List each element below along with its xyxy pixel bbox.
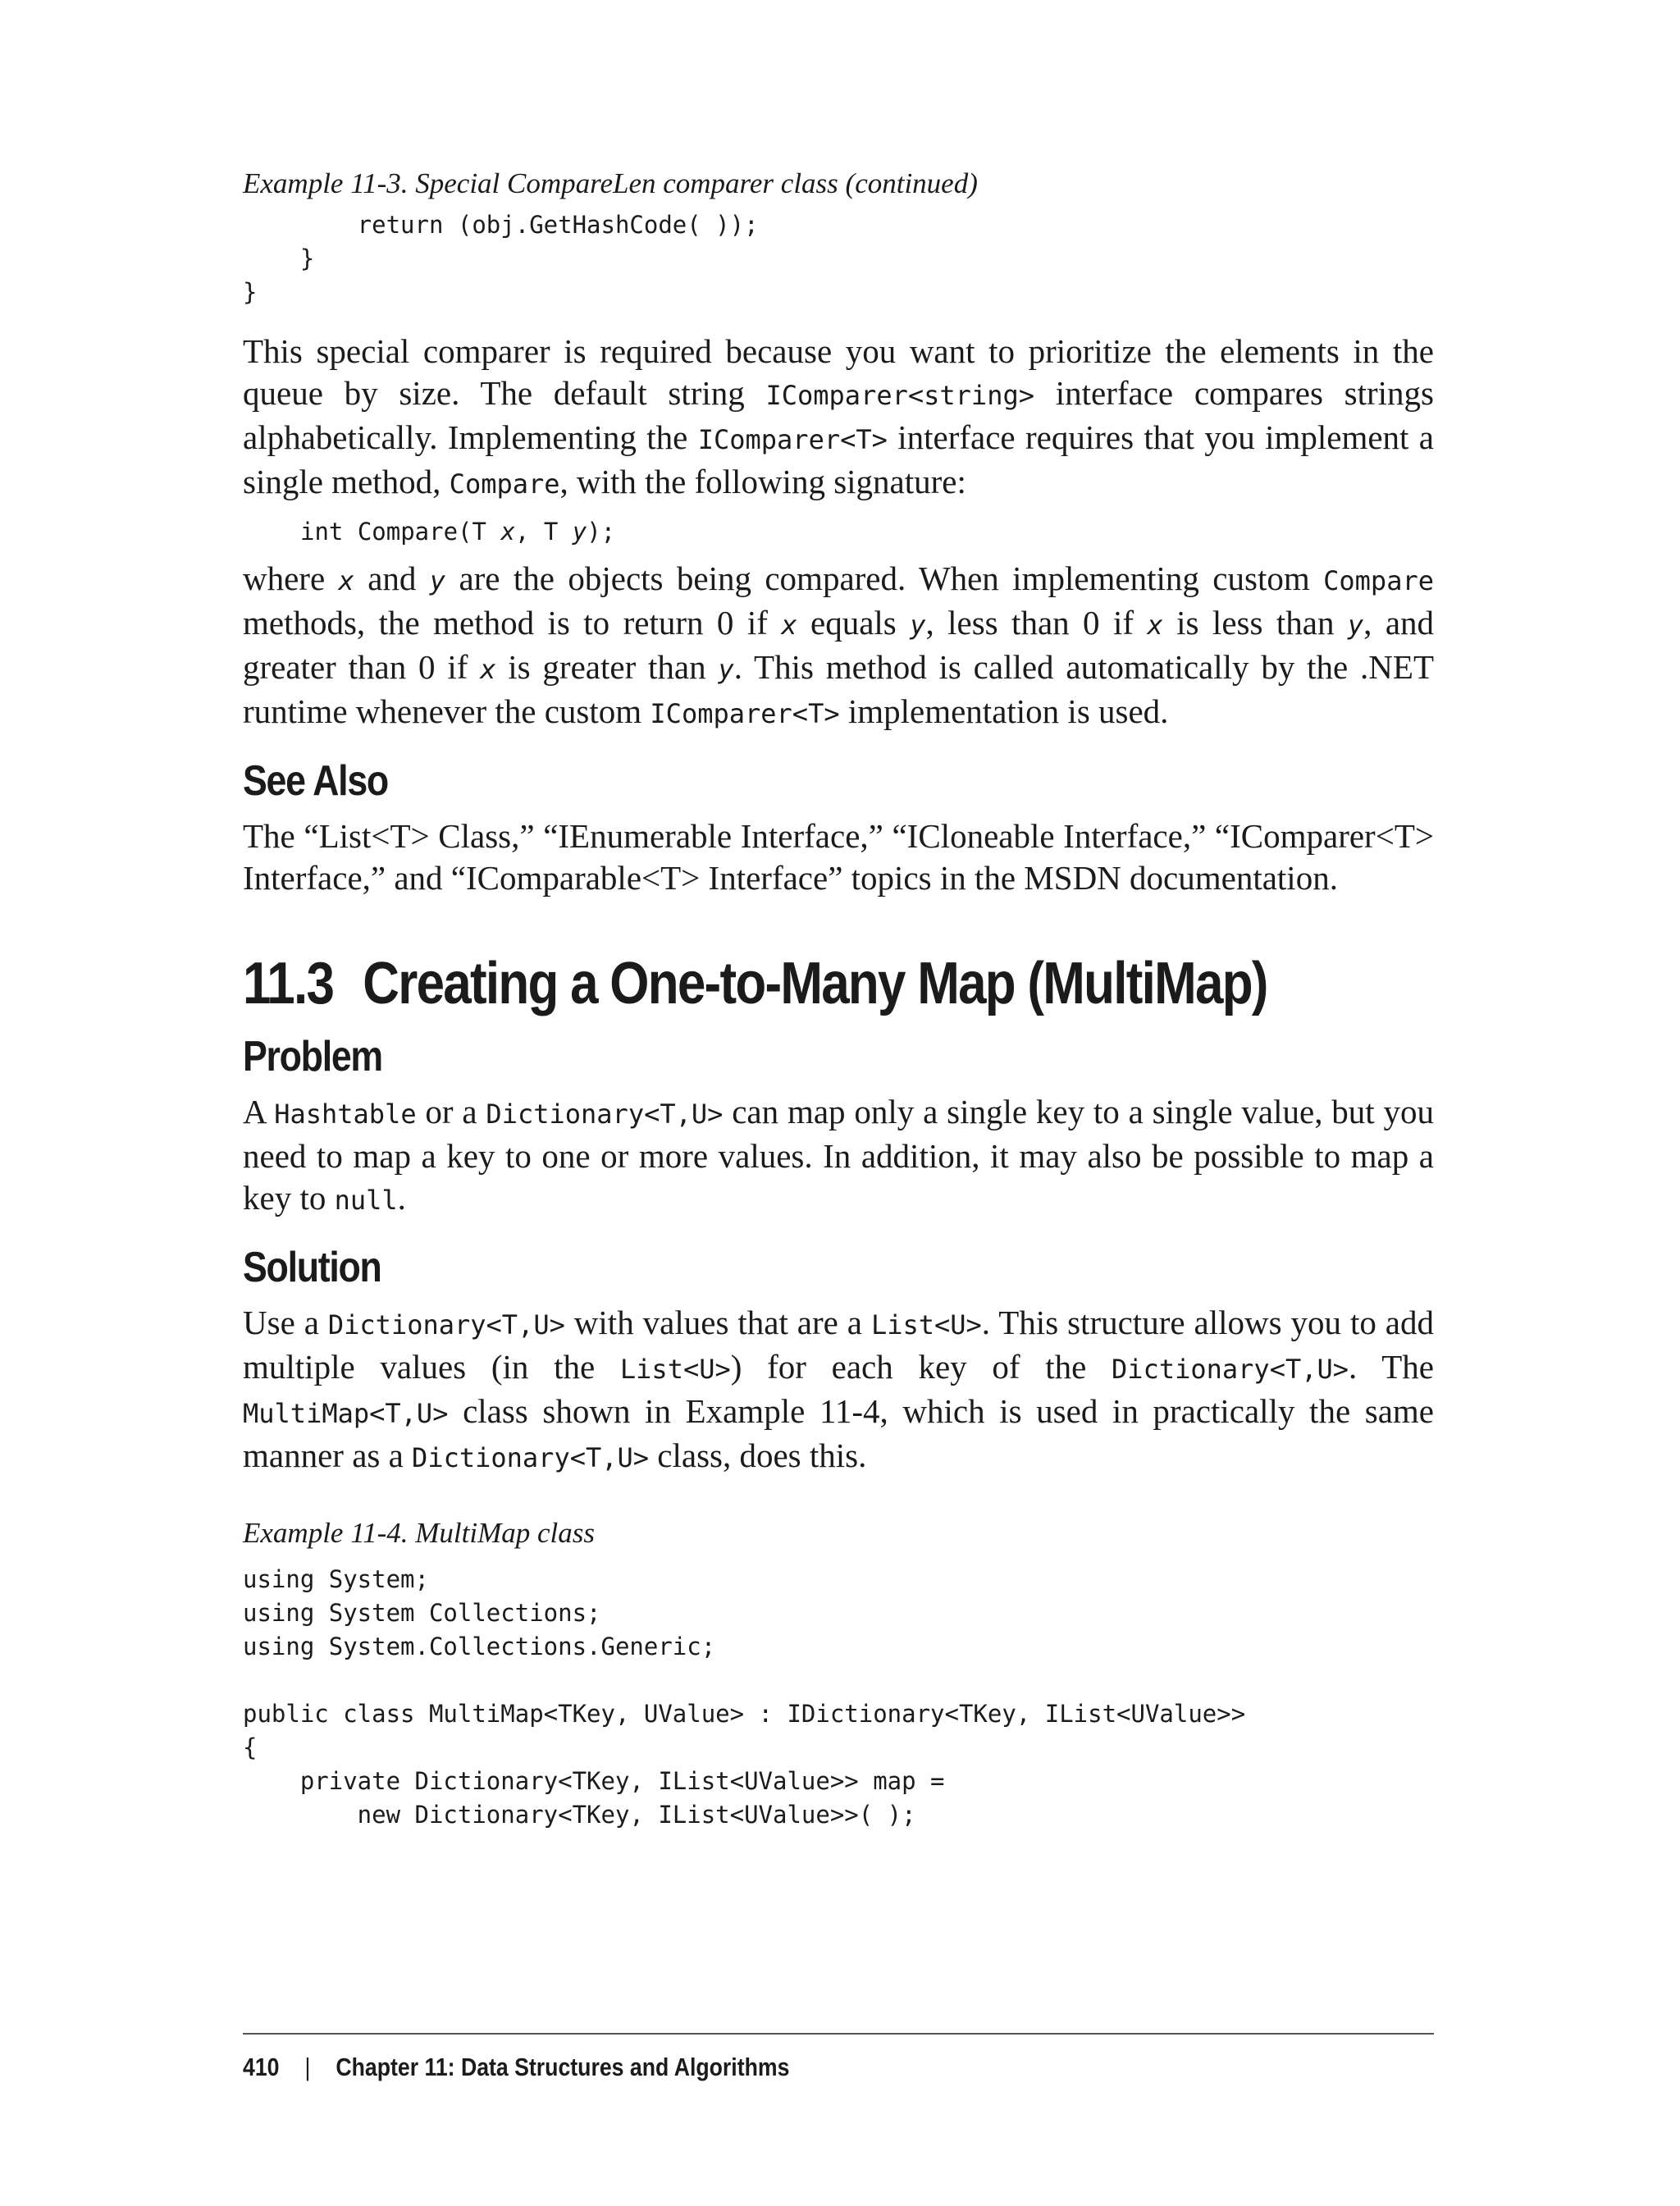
see-also-heading: See Also — [243, 757, 388, 805]
code-block: return (obj.GetHashCode( )); } } — [243, 211, 759, 306]
inline-code: Dictionary<T,U> — [1112, 1354, 1349, 1385]
section-number: 11.3 — [243, 951, 334, 1016]
inline-code: null — [334, 1185, 398, 1216]
footer-text — [243, 2051, 1267, 2084]
paragraph: This special comparer is required because you want to prioritize the elements in the queue by size. The default string IComparer<string> interface compares strings alphabetically. Implementing the IComparer<T> interface requires that you implement a single method, Compare, with the following signature: — [243, 332, 1434, 500]
example-caption: Example 11-3. Special CompareLen comparer class (continued) — [243, 167, 978, 199]
page-number: 410 — [243, 2053, 280, 2081]
see-also-text: The “List<T> Class,” “IEnumerable Interface,” “ICloneable Interface,” “IComparer<T> Interface,” and “IComparable<T> Interface” topics in the MSDN documentation. — [243, 817, 1434, 897]
inline-code: IComparer<T> — [697, 424, 888, 455]
inline-code: List<U> — [870, 1309, 982, 1340]
inline-code: List<U> — [619, 1354, 731, 1385]
section-title: Creating a One-to-Many Map (MultiMap) — [363, 951, 1267, 1016]
section-heading — [243, 947, 1267, 1021]
solution-text: Use a Dictionary<T,U> with values that are a List<U>. This structure allows you to add multiple values (in the List<U>) for each key of the Dictionary<T,U>. The MultiMap<T,U> class shown in Example 11-4, which is used in practically the same manner as a Dictionary<T,U> class, does this. — [243, 1304, 1434, 1474]
page-content — [243, 164, 1434, 1832]
footer-separator: | — [304, 2053, 311, 2081]
inline-code: Hashtable — [274, 1098, 417, 1130]
inline-code: Compare — [449, 468, 560, 500]
example-caption: Example 11-4. MultiMap class — [243, 1517, 595, 1549]
solution-heading: Solution — [243, 1244, 381, 1291]
inline-code: Compare — [1323, 565, 1434, 596]
inline-code: Dictionary<T,U> — [412, 1442, 650, 1473]
method-signature: int Compare(T x, T y); — [300, 518, 616, 546]
inline-code: Dictionary<T,U> — [327, 1309, 565, 1340]
inline-code: IComparer<T> — [650, 698, 840, 729]
paragraph: where x and y are the objects being compared. When implementing custom Compare methods, the method is to return 0 if x equals y, less than 0 if x is less than y, and greater than 0 if x is greater than y. This method is called automatically by the .NET runtime whenever the custom IComparer<T> implementation is used. — [243, 559, 1435, 730]
chapter-title: Chapter 11: Data Structures and Algorithms — [336, 2053, 790, 2081]
code-block: using System; using System Collections; using System.Collections.Generic; public class MultiMap<TKey, UValue> : IDictionary<TKey, IList<UValue>> { private Dictionary<TKey, IList<UValue>> map = new Dictionary<TKey, IList<UValue>>( ); — [243, 1565, 1246, 1829]
page-footer — [243, 2033, 1434, 2084]
problem-text: A Hashtable or a Dictionary<T,U> can map only a single key to a single value, but you need to map a key to one or more values. In addition, it may also be possible to map a key to null. — [243, 1093, 1434, 1217]
inline-code: MultiMap<T,U> — [243, 1398, 449, 1429]
inline-code: Dictionary<T,U> — [486, 1098, 724, 1130]
problem-heading: Problem — [243, 1033, 382, 1080]
inline-code: IComparer<string> — [765, 380, 1034, 411]
